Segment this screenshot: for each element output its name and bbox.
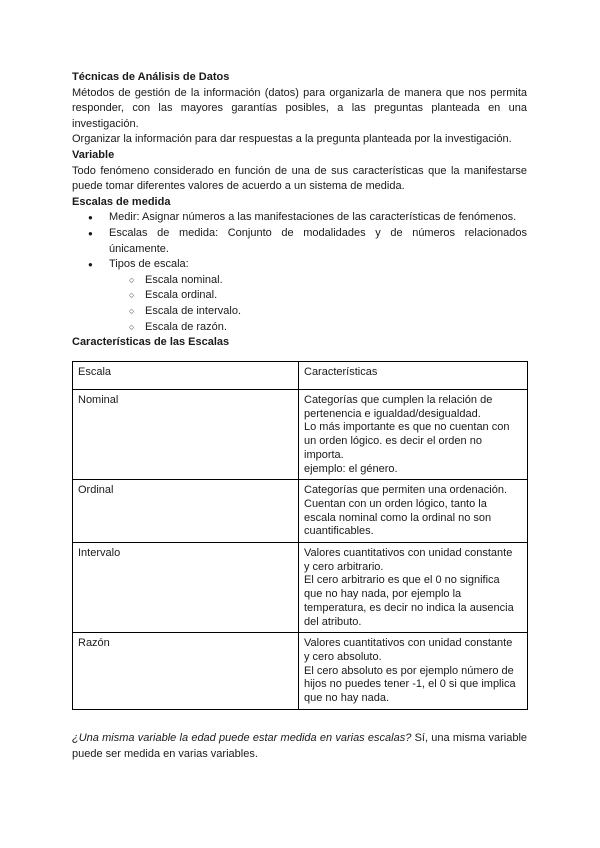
table-header-cell: Características (299, 362, 528, 390)
description-line: El cero absoluto es por ejemplo número de (304, 664, 514, 677)
table-header-cell: Escala (73, 362, 299, 390)
description-line: un orden lógico. es decir el orden no (304, 435, 482, 448)
section-title-tecnicas: Técnicas de Análisis de Datos (72, 71, 230, 83)
scale-name-cell: Ordinal (73, 480, 299, 543)
description-line: Lo más importante es que no cuentan con (304, 421, 510, 434)
table-row (73, 390, 528, 480)
scale-name-cell: Intervalo (73, 543, 299, 633)
description-line: Valores cuantitativos con unidad constante (304, 547, 513, 560)
sub-bullet-item: ○ Escala ordinal. (72, 288, 527, 304)
sub-bullet-item: ○ Escala de razón. (72, 320, 527, 336)
bullet-item: ● Escalas de medida: Conjunto de modalidades y de números relacionados únicamente. (72, 226, 527, 257)
description-line: El cero arbitrario es que el 0 no significa (304, 574, 500, 587)
section-title-variable: Variable (72, 148, 115, 161)
description-line: importa. (304, 448, 344, 461)
escalas-bullet-list (72, 210, 527, 272)
bullet-item: ● Tipos de escala: (72, 257, 527, 273)
description-line: que no hay nada. (304, 692, 390, 705)
description-line: hijos no puedes tener -1, el 0 si que implica (304, 678, 516, 691)
section-title-escalas: Escalas de medida (72, 195, 171, 208)
description-line: Cuentan con un orden lógico, tanto la (304, 497, 487, 510)
scale-types-sublist (72, 273, 527, 335)
closing-answer: Sí, una misma variable puede ser medida en varias variables. (72, 732, 528, 760)
scale-description-cell (299, 543, 528, 633)
description-line: Valores cuantitativos con unidad constante (304, 637, 513, 650)
description-line: y cero absoluto. (304, 650, 382, 663)
table-header-row (73, 362, 528, 390)
bullet-item: ● Medir: Asignar números a las manifestaciones de las características de fenómenos. (72, 210, 527, 226)
description-line: pertenencia e igualdad/desigualdad. (304, 407, 481, 420)
sub-bullet-item: ○ Escala nominal. (72, 273, 527, 289)
scale-name-cell: Razón (73, 633, 299, 710)
scale-description-cell (299, 633, 528, 710)
scale-name-cell: Nominal (73, 390, 299, 480)
description-line: cuantificables. (304, 525, 374, 538)
description-line: escala nominal como la ordinal no son (304, 511, 492, 524)
section-title-caracteristicas: Características de las Escalas (72, 336, 230, 349)
document-body (72, 70, 527, 351)
closing-paragraph (72, 731, 527, 762)
tecnicas-paragraph-1: Métodos de gestión de la información (datos) para organizarla de manera que nos permita responder, con las mayores garantías posibles, a las preguntas planteada en una investigación. (72, 86, 527, 130)
table-row (73, 633, 528, 710)
table-row (73, 543, 528, 633)
sub-bullet-item: ○ Escala de intervalo. (72, 304, 527, 320)
closing-question: ¿Una misma variable la edad puede estar medida en varias escalas? (72, 732, 412, 744)
description-line: que no hay nada, por ejemplo la (304, 588, 462, 601)
table-row (73, 480, 528, 543)
description-line: ejemplo: el género. (304, 462, 398, 475)
variable-paragraph: Todo fenómeno considerado en función de una de sus características que la manifestarse puede tomar diferentes valores de acuerdo a un sistema de medida. (72, 164, 527, 193)
description-line: y cero arbitrario. (304, 560, 384, 573)
scale-description-cell (299, 480, 528, 543)
description-line: del atributo. (304, 615, 362, 628)
scales-table (72, 361, 528, 710)
description-line: Categorías que cumplen la relación de (304, 394, 493, 406)
description-line: temperatura, es decir no indica la ausencia (304, 601, 514, 614)
description-line: Categorías que permiten una ordenación. (304, 484, 508, 497)
scale-description-cell (299, 390, 528, 480)
tecnicas-paragraph-2: Organizar la información para dar respuestas a la pregunta planteada por la investigación. (72, 133, 512, 146)
